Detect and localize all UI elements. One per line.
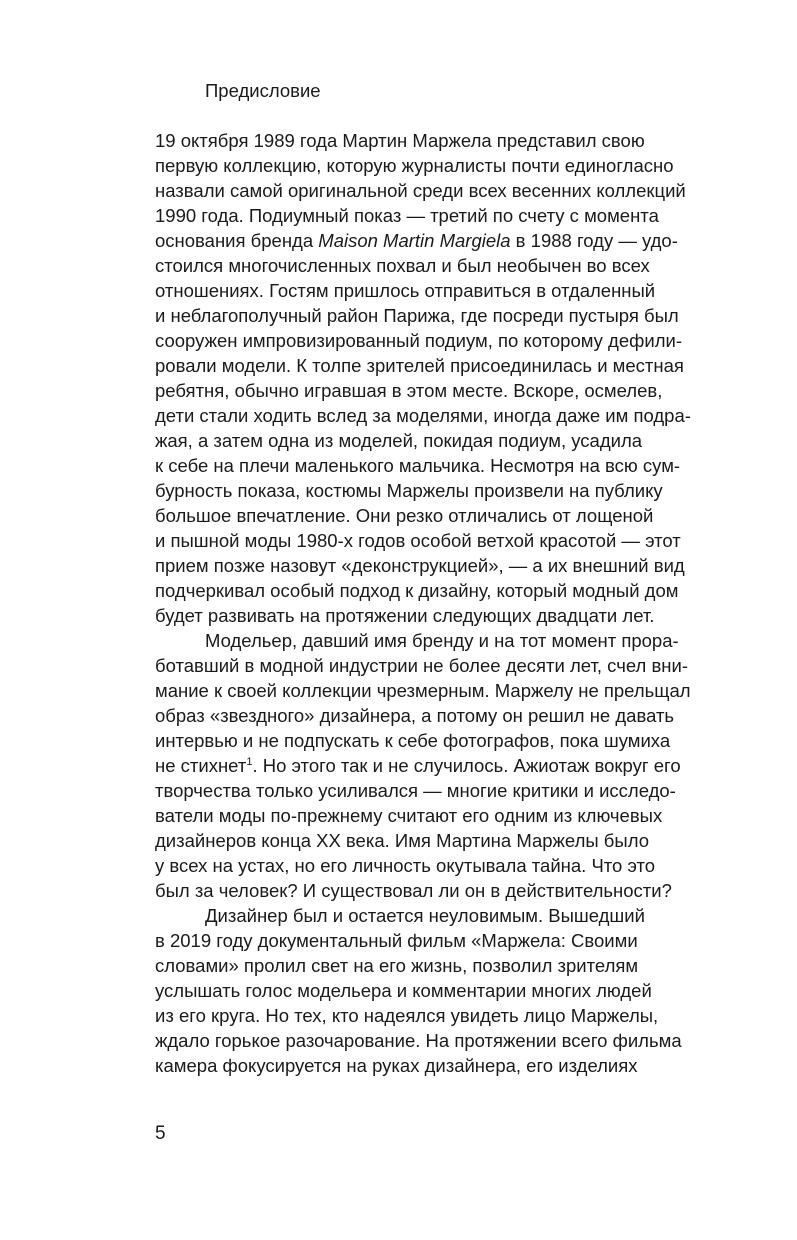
paragraph xyxy=(155,903,735,1078)
text-segment: назвали самой оригинальной среди всех весенних коллекций xyxy=(155,180,686,201)
text-segment: жая, а затем одна из моделей, покидая подиум, усадила xyxy=(155,430,643,451)
text-segment: прием позже назовут «деконструкцией», — а их внешний вид xyxy=(155,555,685,576)
text-segment: первую коллекцию, которую журналисты почти единогласно xyxy=(155,155,674,176)
text-line xyxy=(155,303,735,328)
text-segment: Дизайнер был и остается неуловимым. Вышедший xyxy=(205,905,645,926)
text-line xyxy=(155,653,735,678)
text-segment: дети стали ходить вслед за моделями, иногда даже им подра- xyxy=(155,405,691,426)
text-segment: сооружен импровизированный подиум, по которому дефили- xyxy=(155,330,682,351)
body-text xyxy=(155,128,735,1078)
text-line xyxy=(155,728,735,753)
footnote-marker: 1 xyxy=(246,756,253,768)
text-line xyxy=(155,928,735,953)
text-line xyxy=(155,853,735,878)
text-line xyxy=(155,353,735,378)
text-line xyxy=(155,628,735,653)
text-segment: мание к своей коллекции чрезмерным. Маржелу не прельщал xyxy=(155,680,691,701)
text-line xyxy=(155,428,735,453)
text-line xyxy=(155,578,735,603)
text-segment: был за человек? И существовал ли он в действительности? xyxy=(155,880,672,901)
text-line xyxy=(155,403,735,428)
text-line xyxy=(155,753,735,778)
text-segment: словами» пролил свет на его жизнь, позволил зрителям xyxy=(155,955,639,976)
text-line xyxy=(155,528,735,553)
text-segment: ватели моды по-прежнему считают его одним из ключевых xyxy=(155,805,663,826)
text-line xyxy=(155,253,735,278)
text-line xyxy=(155,228,735,253)
text-line xyxy=(155,278,735,303)
text-segment: 19 октября 1989 года Мартин Маржела представил свою xyxy=(155,130,645,151)
text-segment: отношениях. Гостям пришлось отправиться в отдаленный xyxy=(155,280,656,301)
text-line xyxy=(155,503,735,528)
text-line xyxy=(155,903,735,928)
text-segment: будет развивать на протяжении следующих двадцати лет. xyxy=(155,605,655,626)
text-segment: интервью и не подпускать к себе фотографов, пока шумиха xyxy=(155,730,671,751)
text-segment: стоился многочисленных похвал и был необычен во всех xyxy=(155,255,650,276)
text-segment: в 2019 году документальный фильм «Маржела: Своими xyxy=(155,930,638,951)
text-segment: бурность показа, костюмы Маржелы произвели на публику xyxy=(155,480,663,501)
text-line xyxy=(155,678,735,703)
italic-text: Maison Martin Margiela xyxy=(318,230,511,251)
text-line xyxy=(155,328,735,353)
text-line xyxy=(155,153,735,178)
text-line xyxy=(155,553,735,578)
text-segment: ребятня, обычно игравшая в этом месте. Вскоре, осмелев, xyxy=(155,380,663,401)
text-segment: камера фокусируется на руках дизайнера, его изделиях xyxy=(155,1055,638,1076)
text-segment: услышать голос модельера и комментарии многих людей xyxy=(155,980,652,1001)
text-line xyxy=(155,828,735,853)
text-segment: основания бренда xyxy=(155,230,319,251)
text-segment: не стихнет xyxy=(155,755,247,776)
text-segment: из его круга. Но тех, кто надеялся увидеть лицо Маржелы, xyxy=(155,1005,659,1026)
text-segment: ботавший в модной индустрии не более десяти лет, счел вни- xyxy=(155,655,688,676)
text-line xyxy=(155,778,735,803)
text-line xyxy=(155,603,735,628)
text-segment: образ «звездного» дизайнера, а потому он решил не давать xyxy=(155,705,675,726)
text-line xyxy=(155,378,735,403)
text-line xyxy=(155,1003,735,1028)
text-segment: ровали модели. К толпе зрителей присоединилась и местная xyxy=(155,355,684,376)
text-segment: подчеркивал особый подход к дизайну, который модный дом xyxy=(155,580,679,601)
text-line xyxy=(155,453,735,478)
text-line xyxy=(155,978,735,1003)
text-segment: большое впечатление. Они резко отличались от лощеной xyxy=(155,505,654,526)
text-line xyxy=(155,803,735,828)
paragraph xyxy=(155,128,735,628)
text-line xyxy=(155,178,735,203)
paragraph xyxy=(155,628,735,903)
text-segment: 1990 года. Подиумный показ — третий по счету с момента xyxy=(155,205,659,226)
text-line xyxy=(155,703,735,728)
text-line xyxy=(155,1053,735,1078)
text-line xyxy=(155,128,735,153)
text-segment: . Но этого так и не случилось. Ажиотаж вокруг его xyxy=(252,755,681,776)
text-segment: и пышной моды 1980-х годов особой ветхой красотой — этот xyxy=(155,530,681,551)
text-segment: творчества только усиливался — многие критики и исследо- xyxy=(155,780,676,801)
text-segment: дизайнеров конца XX века. Имя Мартина Маржелы было xyxy=(155,830,649,851)
text-segment: и неблагополучный район Парижа, где посреди пустыря был xyxy=(155,305,679,326)
text-line xyxy=(155,478,735,503)
text-line xyxy=(155,953,735,978)
text-line xyxy=(155,1028,735,1053)
text-line xyxy=(155,878,735,903)
chapter-heading: Предисловие xyxy=(205,80,321,101)
page-number: 5 xyxy=(155,1123,166,1144)
text-line xyxy=(155,203,735,228)
text-segment: к себе на плечи маленького мальчика. Несмотря на всю сум- xyxy=(155,455,681,476)
text-segment: у всех на устах, но его личность окутывала тайна. Что это xyxy=(155,855,656,876)
text-segment: Модельер, давший имя бренду и на тот момент прора- xyxy=(205,630,679,651)
text-segment: в 1988 году — удо- xyxy=(510,230,678,251)
text-segment: ждало горькое разочарование. На протяжении всего фильма xyxy=(155,1030,682,1051)
